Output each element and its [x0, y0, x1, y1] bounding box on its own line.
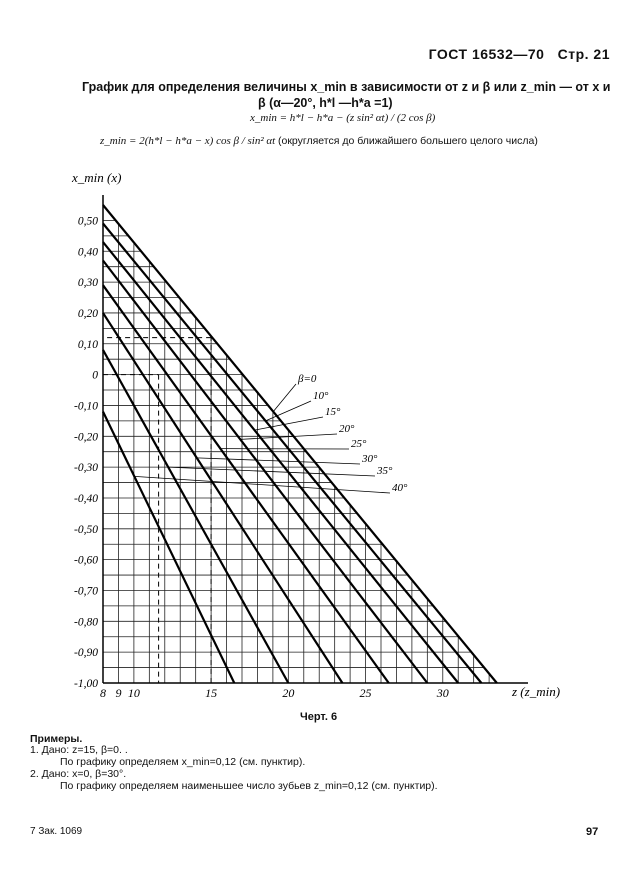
series-label-1: 10°	[313, 390, 329, 402]
series-label-2: 15°	[325, 406, 341, 418]
example2-result: По графику определяем наименьшее число зубьев z_min=0,12 (см. пунктир).	[60, 780, 438, 792]
series-line-0	[103, 205, 497, 683]
chart-axes	[103, 195, 528, 683]
formula-zmin: z_min = 2(h*l − h*a − x) cos β / sin² αt	[100, 135, 276, 147]
example1-given: 1. Дано: z=15, β=0. .	[30, 744, 128, 756]
x-tick-label: 25	[359, 686, 372, 700]
formula-xmin: x_min = h*l − h*a − (z sin² αt) / (2 cos β)	[250, 112, 436, 124]
y-axis-label: x_min (x)	[72, 170, 122, 185]
footer-page-number: 97	[586, 826, 599, 838]
chart-title-line1: График для определения величины x_min в зависимости от z и β или z_min — от x и	[82, 80, 611, 94]
example2-given: 2. Дано: x=0, β=30°.	[30, 768, 127, 780]
y-tick-label: -0,20	[74, 431, 98, 444]
y-tick-label: -0,30	[74, 462, 98, 475]
y-tick-label: -0,50	[74, 523, 98, 536]
series-leader-0	[273, 384, 296, 412]
series-label-4: 25°	[351, 438, 367, 450]
y-tick-label: -0,70	[74, 585, 98, 598]
y-tick-label: 0	[92, 369, 98, 382]
chart-title-line2: β (α—20°, h*l —h*a =1)	[258, 96, 393, 110]
y-tick-label: 0,20	[77, 307, 98, 320]
x-axis-label: z (z_min)	[512, 684, 561, 699]
x-tick-label: 30	[436, 686, 449, 700]
y-tick-label: -1,00	[74, 678, 98, 690]
series-label-3: 20°	[339, 423, 355, 435]
series-label-0: β=0	[298, 373, 317, 385]
standard-code: ГОСТ 16532—70	[428, 46, 545, 62]
x-tick-label: 15	[205, 686, 218, 700]
example-dashed-paths	[103, 338, 211, 683]
footer-order-number: 7 Зак. 1069	[30, 826, 83, 837]
series-line-4	[103, 285, 389, 683]
chart-series-labels	[134, 373, 408, 494]
series-label-6: 35°	[377, 465, 393, 477]
formula-zmin-note: (округляется до ближайшего большего целого числа)	[277, 135, 538, 147]
example1-result: По графику определяем x_min=0,12 (см. пунктир).	[60, 756, 306, 768]
y-tick-label: -0,10	[74, 400, 98, 413]
examples-heading: Примеры.	[30, 733, 83, 745]
y-tick-label: -0,60	[74, 554, 98, 567]
series-leader-6	[168, 467, 375, 476]
y-tick-label: 0,50	[77, 215, 98, 228]
y-tick-label: 0,40	[77, 246, 98, 259]
y-tick-label: 0,30	[77, 277, 98, 290]
figure-caption: Черт. 6	[300, 711, 338, 723]
series-label-7: 40°	[392, 482, 408, 494]
y-tick-label: -0,40	[74, 492, 98, 505]
x-tick-label: 8	[100, 686, 106, 700]
chart-ticks	[74, 215, 449, 700]
page-label: Стр. 21	[557, 46, 610, 62]
y-tick-label: 0,10	[77, 338, 98, 351]
series-line-2	[103, 242, 458, 683]
x-tick-label: 20	[282, 686, 295, 700]
x-tick-label: 9	[115, 686, 122, 700]
y-tick-label: -0,90	[74, 647, 98, 660]
y-tick-label: -0,80	[74, 616, 98, 629]
series-line-7	[103, 412, 234, 683]
chart-series	[103, 205, 497, 683]
series-leader-7	[134, 476, 390, 493]
series-label-5: 30°	[362, 453, 378, 465]
x-tick-label: 10	[127, 686, 140, 700]
